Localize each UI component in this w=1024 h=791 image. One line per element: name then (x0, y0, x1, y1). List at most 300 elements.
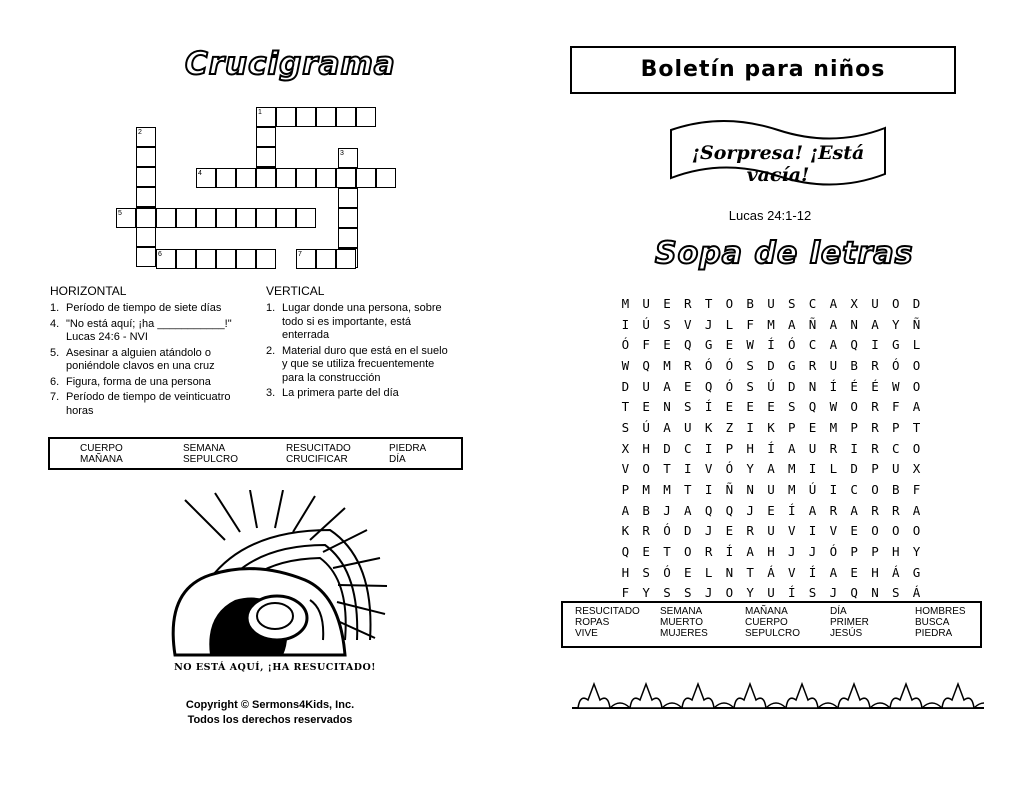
word-search-letter[interactable]: Ñ (725, 482, 734, 498)
word-search-letter[interactable]: D (621, 378, 630, 394)
clue-text: Período de tiempo de siete días (66, 302, 222, 314)
word-search-letter[interactable]: Á (767, 564, 775, 580)
word-search-letter[interactable]: K (767, 419, 775, 435)
crossword-cell[interactable] (338, 208, 358, 228)
word-bank-item: DÍA (389, 454, 406, 465)
word-search-letter[interactable]: O (725, 295, 734, 311)
word-search-letter[interactable]: P (621, 482, 630, 498)
word-search-letter[interactable]: N (725, 564, 734, 580)
word-search-letter[interactable]: K (621, 523, 630, 539)
word-search-letter[interactable]: Ú (642, 419, 650, 435)
decorative-border (572, 680, 984, 714)
crossword-title: Crucigrama (185, 46, 396, 82)
word-search-letter[interactable]: W (891, 378, 900, 394)
word-search-letter[interactable]: U (829, 357, 838, 373)
crossword-cell[interactable] (276, 107, 296, 127)
word-search-letter[interactable]: Ó (725, 378, 734, 394)
word-search-letter[interactable]: A (850, 502, 858, 518)
word-search-letter[interactable]: S (663, 585, 671, 601)
crossword-cell[interactable] (136, 247, 156, 267)
word-search-letter[interactable]: Í (725, 544, 734, 560)
word-search-letter[interactable]: T (663, 461, 671, 477)
word-search-letter[interactable]: E (663, 295, 671, 311)
word-search-letter[interactable]: F (621, 585, 630, 601)
word-search-letter[interactable]: A (684, 502, 692, 518)
crossword-cell[interactable] (196, 249, 216, 269)
word-search-letter[interactable]: S (746, 357, 754, 373)
word-search-letter[interactable]: G (704, 337, 713, 353)
word-search-letter[interactable]: Ó (891, 357, 900, 373)
word-search-letter[interactable]: Ú (767, 378, 775, 394)
crossword-cell[interactable] (338, 228, 358, 248)
word-search-letter[interactable]: E (746, 399, 754, 415)
word-search-letter[interactable]: F (912, 482, 921, 498)
word-search-letter[interactable]: E (808, 419, 817, 435)
word-search-letter[interactable]: O (642, 461, 650, 477)
crossword-cell[interactable] (216, 168, 236, 188)
decorative-motif (838, 684, 870, 708)
clue-text: La primera parte del día (282, 387, 399, 399)
word-search-letter[interactable]: S (891, 585, 900, 601)
word-search-letter[interactable]: Q (850, 337, 858, 353)
word-search-letter[interactable]: Y (891, 316, 900, 332)
word-search-letter[interactable]: F (746, 316, 754, 332)
word-search-letter[interactable]: É (850, 378, 858, 394)
word-search-letter[interactable]: U (767, 295, 775, 311)
word-search-letter[interactable]: A (767, 461, 775, 477)
crossword-cell[interactable] (316, 249, 336, 269)
word-search-letter[interactable]: U (684, 419, 692, 435)
crossword-cell[interactable] (256, 249, 276, 269)
word-search-letter[interactable]: L (912, 337, 921, 353)
word-search-row (615, 521, 927, 542)
word-search-letter[interactable]: V (684, 316, 692, 332)
word-search-letter[interactable]: E (850, 523, 858, 539)
word-search-letter[interactable]: R (871, 440, 879, 456)
word-search-letter[interactable]: E (725, 399, 734, 415)
clue-item (50, 318, 255, 345)
word-search-letter[interactable]: Á (912, 585, 921, 601)
word-search-letter[interactable]: E (725, 523, 734, 539)
word-search-letter[interactable]: M (767, 316, 775, 332)
crossword-cell[interactable] (316, 107, 336, 127)
crossword-cell[interactable] (256, 168, 276, 188)
word-search-letter[interactable]: C (808, 295, 817, 311)
word-search-letter[interactable]: L (725, 316, 734, 332)
word-search-letter[interactable]: U (642, 378, 650, 394)
word-search-letter[interactable]: W (746, 337, 754, 353)
word-search-letter[interactable]: E (767, 399, 775, 415)
word-search-letter[interactable]: O (891, 295, 900, 311)
word-search-letter[interactable]: U (808, 440, 817, 456)
word-search-letter[interactable]: E (684, 378, 692, 394)
word-search-letter[interactable]: Q (704, 502, 713, 518)
word-search-row (615, 293, 927, 314)
word-search-letter[interactable]: J (829, 585, 838, 601)
word-search-letter[interactable]: Ó (704, 357, 713, 373)
word-search-letter[interactable]: I (684, 461, 692, 477)
word-search-letter[interactable]: M (621, 295, 630, 311)
crossword-cell[interactable] (236, 168, 256, 188)
word-search-letter[interactable]: U (767, 482, 775, 498)
word-search-letter[interactable]: O (871, 523, 879, 539)
crossword-cell[interactable] (356, 107, 376, 127)
word-search-letter[interactable]: Í (704, 399, 713, 415)
word-search-letter[interactable]: P (850, 419, 858, 435)
word-search-letter[interactable]: P (725, 440, 734, 456)
word-search-letter[interactable]: D (788, 378, 796, 394)
word-search-letter[interactable]: Y (746, 585, 754, 601)
crossword-cell[interactable] (236, 208, 256, 228)
word-search-letter[interactable]: H (871, 564, 879, 580)
word-search-letter[interactable]: Y (912, 544, 921, 560)
word-search-letter[interactable]: S (788, 399, 796, 415)
word-search-letter[interactable]: O (850, 399, 858, 415)
word-search-letter[interactable]: J (746, 502, 754, 518)
word-search-letter[interactable]: H (891, 544, 900, 560)
crossword-cell[interactable] (176, 249, 196, 269)
word-search-letter[interactable]: O (891, 523, 900, 539)
word-search-letter[interactable]: M (663, 482, 671, 498)
word-search-letter[interactable]: I (621, 316, 630, 332)
word-search-letter[interactable]: S (663, 316, 671, 332)
word-search-letter[interactable]: M (663, 357, 671, 373)
crossword-cell[interactable] (336, 107, 356, 127)
crossword-cell[interactable] (136, 227, 156, 247)
word-search-letter[interactable]: Y (746, 461, 754, 477)
word-search-letter[interactable]: T (621, 399, 630, 415)
word-search-letter[interactable]: Ó (621, 337, 630, 353)
word-search-letter[interactable]: R (684, 357, 692, 373)
word-search-letter[interactable]: A (912, 502, 921, 518)
crossword-cell[interactable] (216, 208, 236, 228)
word-search-letter[interactable]: R (684, 295, 692, 311)
word-bank-item: BUSCA (915, 617, 950, 628)
word-search-letter[interactable]: U (642, 295, 650, 311)
word-search-letter[interactable]: P (850, 544, 858, 560)
word-search-letter[interactable]: F (891, 399, 900, 415)
word-search-letter[interactable]: A (829, 337, 838, 353)
word-search-letter[interactable]: S (808, 585, 817, 601)
word-search-letter[interactable]: P (871, 544, 879, 560)
crossword-cell[interactable] (156, 208, 176, 228)
word-search-letter[interactable]: R (871, 419, 879, 435)
word-search-letter[interactable]: I (808, 523, 817, 539)
word-search-letter[interactable]: A (829, 316, 838, 332)
crossword-cell[interactable] (316, 168, 336, 188)
word-search-letter[interactable]: D (912, 295, 921, 311)
word-bank-item: ROPAS (575, 617, 610, 628)
word-search-letter[interactable]: O (684, 544, 692, 560)
word-search-letter[interactable]: A (829, 295, 838, 311)
word-search-letter[interactable]: Ó (663, 523, 671, 539)
word-search-letter[interactable]: H (746, 440, 754, 456)
word-search-letter[interactable]: S (621, 419, 630, 435)
clue-number: 4 (198, 170, 202, 177)
crossword-cell[interactable] (336, 249, 356, 269)
word-search-letter[interactable]: O (912, 378, 921, 394)
word-search-letter[interactable]: A (788, 316, 796, 332)
word-search-letter[interactable]: Ú (808, 482, 817, 498)
crossword-cell[interactable] (376, 168, 396, 188)
word-search-letter[interactable]: C (808, 337, 817, 353)
word-search-letter[interactable]: N (871, 585, 879, 601)
clue-number: 3 (340, 150, 344, 157)
word-search-letter[interactable]: T (663, 544, 671, 560)
word-search-letter[interactable]: O (912, 440, 921, 456)
word-search-letter[interactable]: Ó (725, 461, 734, 477)
word-bank-item: RESUCITADO (286, 443, 351, 454)
word-search-letter[interactable]: R (829, 440, 838, 456)
word-search-letter[interactable]: J (704, 316, 713, 332)
word-search-letter[interactable]: T (912, 419, 921, 435)
clue-item (266, 345, 456, 386)
word-search-letter[interactable]: R (642, 523, 650, 539)
word-search-letter[interactable]: D (850, 461, 858, 477)
decorative-motif (630, 684, 662, 708)
word-search-letter[interactable]: Q (642, 357, 650, 373)
word-search-letter[interactable]: A (912, 399, 921, 415)
word-search-letter[interactable]: Í (808, 564, 817, 580)
word-search-letter[interactable]: H (642, 440, 650, 456)
word-bank-item: DÍA (830, 606, 847, 617)
word-search-letter[interactable]: E (642, 399, 650, 415)
word-search-letter[interactable]: E (684, 564, 692, 580)
word-bank-item: SEMANA (660, 606, 703, 617)
word-search-letter[interactable]: B (642, 502, 650, 518)
word-search-letter[interactable]: S (642, 564, 650, 580)
word-search-letter[interactable]: H (621, 564, 630, 580)
word-search-letter[interactable]: E (642, 544, 650, 560)
word-search-letter[interactable]: J (704, 585, 713, 601)
word-search-letter[interactable]: A (808, 502, 817, 518)
word-search-letter[interactable]: M (642, 482, 650, 498)
word-search-letter[interactable]: R (746, 523, 754, 539)
word-search-letter[interactable]: P (871, 461, 879, 477)
vertical-clues (266, 284, 456, 403)
word-search-letter[interactable]: G (891, 337, 900, 353)
crossword-cell[interactable] (236, 249, 256, 269)
word-search-letter[interactable]: Q (704, 378, 713, 394)
word-search-letter[interactable]: Ó (829, 544, 838, 560)
clue-item (266, 302, 456, 343)
word-search-letter[interactable]: Ñ (808, 316, 817, 332)
crossword-cell[interactable] (256, 127, 276, 147)
word-search-letter[interactable]: Ó (725, 357, 734, 373)
clue-text: Lugar donde una persona, sobre todo si es importante, está enterrada (282, 302, 442, 341)
crossword-cell[interactable] (136, 147, 156, 167)
word-search-letter[interactable]: L (829, 461, 838, 477)
word-search-letter[interactable]: X (912, 461, 921, 477)
word-search-letter[interactable]: I (704, 482, 713, 498)
crossword-cell[interactable] (296, 107, 316, 127)
crossword-cell[interactable] (196, 208, 216, 228)
word-search-letter[interactable]: A (621, 502, 630, 518)
word-search-letter[interactable]: A (871, 316, 879, 332)
crossword-cell[interactable] (136, 187, 156, 207)
word-search-letter[interactable]: C (850, 482, 858, 498)
word-search-letter[interactable]: Ó (788, 337, 796, 353)
word-search-letter[interactable]: A (829, 564, 838, 580)
word-search-letter[interactable]: Í (788, 502, 796, 518)
word-search-letter[interactable]: R (808, 357, 817, 373)
crossword-cell[interactable] (276, 168, 296, 188)
word-search-letter[interactable]: S (684, 399, 692, 415)
word-search-letter[interactable]: W (621, 357, 630, 373)
word-search-letter[interactable]: V (788, 523, 796, 539)
word-search-letter[interactable]: U (767, 523, 775, 539)
clue-text: Figura, forma de una persona (66, 375, 211, 388)
word-search-letter[interactable]: V (704, 461, 713, 477)
word-search-letter[interactable]: V (788, 564, 796, 580)
crossword-cell[interactable] (256, 208, 276, 228)
decorative-motif (734, 684, 766, 708)
word-search-letter[interactable]: I (808, 461, 817, 477)
word-search-letter[interactable]: Á (891, 564, 900, 580)
word-search-letter[interactable]: I (829, 482, 838, 498)
crossword-cell[interactable] (136, 208, 156, 228)
crossword-cell[interactable] (296, 208, 316, 228)
word-search-letter[interactable]: D (767, 357, 775, 373)
word-search-letter[interactable]: O (912, 523, 921, 539)
word-search-letter[interactable]: Z (725, 419, 734, 435)
word-search-letter[interactable]: N (746, 482, 754, 498)
wordsearch-word-bank (561, 601, 982, 648)
word-search-letter[interactable]: K (704, 419, 713, 435)
word-search-letter[interactable]: R (871, 357, 879, 373)
word-search-letter[interactable]: O (871, 482, 879, 498)
wordsearch-title: Sopa de letras (655, 236, 914, 271)
word-search-letter[interactable]: B (891, 482, 900, 498)
word-search-letter[interactable]: N (663, 399, 671, 415)
word-search-letter[interactable]: U (871, 295, 879, 311)
banner-text: ¡Sorpresa! ¡Está vacía! (691, 142, 865, 186)
word-search-letter[interactable]: R (871, 502, 879, 518)
word-search-letter[interactable]: B (746, 295, 754, 311)
crossword-cell[interactable] (338, 188, 358, 208)
word-search-letter[interactable]: Q (850, 585, 858, 601)
word-search-letter[interactable]: Q (621, 544, 630, 560)
word-search-letter[interactable]: D (684, 523, 692, 539)
word-search-letter[interactable]: T (746, 564, 754, 580)
word-search-letter[interactable]: C (891, 440, 900, 456)
word-search-letter[interactable]: J (808, 544, 817, 560)
word-search-letter[interactable]: A (663, 378, 671, 394)
word-search-letter[interactable]: Í (829, 378, 838, 394)
word-search-letter[interactable]: Ú (642, 316, 650, 332)
word-search-letter[interactable]: S (788, 295, 796, 311)
word-search-letter[interactable]: Y (642, 585, 650, 601)
crossword-cell[interactable] (296, 168, 316, 188)
word-search-letter[interactable]: B (850, 357, 858, 373)
word-search-letter[interactable]: O (725, 585, 734, 601)
word-search-letter[interactable]: Q (808, 399, 817, 415)
word-search-letter[interactable]: Q (684, 337, 692, 353)
word-search-letter[interactable]: S (746, 378, 754, 394)
crossword-cell[interactable] (256, 147, 276, 167)
crossword-cell[interactable] (336, 168, 356, 188)
vertical-heading: VERTICAL (266, 284, 325, 298)
word-search-letter[interactable]: E (663, 337, 671, 353)
word-search-letter[interactable]: Í (788, 585, 796, 601)
word-search-letter[interactable]: T (704, 295, 713, 311)
word-search-letter[interactable]: R (871, 399, 879, 415)
word-search-letter[interactable]: U (891, 461, 900, 477)
word-search-letter[interactable]: Í (767, 337, 775, 353)
crossword-cell[interactable] (136, 167, 156, 187)
word-search-letter[interactable]: F (642, 337, 650, 353)
word-search-letter[interactable]: Í (767, 440, 775, 456)
word-search-letter[interactable]: N (808, 378, 817, 394)
word-search-letter[interactable]: J (788, 544, 796, 560)
word-search-letter[interactable]: P (788, 419, 796, 435)
word-search-letter[interactable]: T (684, 482, 692, 498)
word-search-letter[interactable]: I (850, 440, 858, 456)
word-search-letter[interactable]: J (704, 523, 713, 539)
word-search-letter[interactable]: M (788, 461, 796, 477)
word-search-letter[interactable]: V (621, 461, 630, 477)
word-search-letter[interactable]: A (746, 544, 754, 560)
word-search-letter[interactable]: V (829, 523, 838, 539)
word-search-row (615, 562, 927, 583)
word-search-letter[interactable]: I (704, 440, 713, 456)
decorative-motif (942, 684, 974, 708)
word-search-letter[interactable]: G (788, 357, 796, 373)
word-search-letter[interactable]: R (829, 502, 838, 518)
word-search-letter[interactable]: E (767, 502, 775, 518)
word-search-row (615, 334, 927, 355)
word-search-letter[interactable]: M (829, 419, 838, 435)
crossword-cell[interactable] (216, 249, 236, 269)
word-search-letter[interactable]: X (850, 295, 858, 311)
word-search-letter[interactable]: I (871, 337, 879, 353)
crossword-cell[interactable] (276, 208, 296, 228)
word-search-letter[interactable]: A (788, 440, 796, 456)
word-search-letter[interactable]: Ó (663, 564, 671, 580)
word-search-letter[interactable]: W (829, 399, 838, 415)
word-search-letter[interactable]: X (621, 440, 630, 456)
word-search-letter[interactable]: O (912, 357, 921, 373)
word-search-letter[interactable]: U (767, 585, 775, 601)
crossword-cell[interactable] (176, 208, 196, 228)
word-search-letter[interactable]: M (788, 482, 796, 498)
word-search-letter[interactable]: D (663, 440, 671, 456)
clue-number: 6. (50, 375, 60, 388)
word-search-letter[interactable]: P (891, 419, 900, 435)
clue-number: 2. (266, 344, 276, 357)
word-search-letter[interactable]: J (663, 502, 671, 518)
word-search-letter[interactable]: A (663, 419, 671, 435)
word-search-letter[interactable]: E (725, 337, 734, 353)
word-search-letter[interactable]: C (684, 440, 692, 456)
word-search-letter[interactable]: I (746, 419, 754, 435)
word-bank-item: PIEDRA (389, 443, 427, 454)
word-search-letter[interactable]: R (704, 544, 713, 560)
word-search-letter[interactable]: S (684, 585, 692, 601)
word-search-letter[interactable]: Ñ (912, 316, 921, 332)
crossword-cell[interactable] (356, 168, 376, 188)
word-search-letter[interactable]: H (767, 544, 775, 560)
word-search-letter[interactable]: L (704, 564, 713, 580)
word-search-letter[interactable]: E (850, 564, 858, 580)
word-search-letter[interactable]: É (871, 378, 879, 394)
word-search-letter[interactable]: N (850, 316, 858, 332)
clue-number: 1. (50, 302, 60, 314)
empty-tomb-illustration (165, 490, 390, 660)
word-search-letter[interactable]: G (912, 564, 921, 580)
word-search-letter[interactable]: Q (725, 502, 734, 518)
word-search-letter[interactable]: R (891, 502, 900, 518)
